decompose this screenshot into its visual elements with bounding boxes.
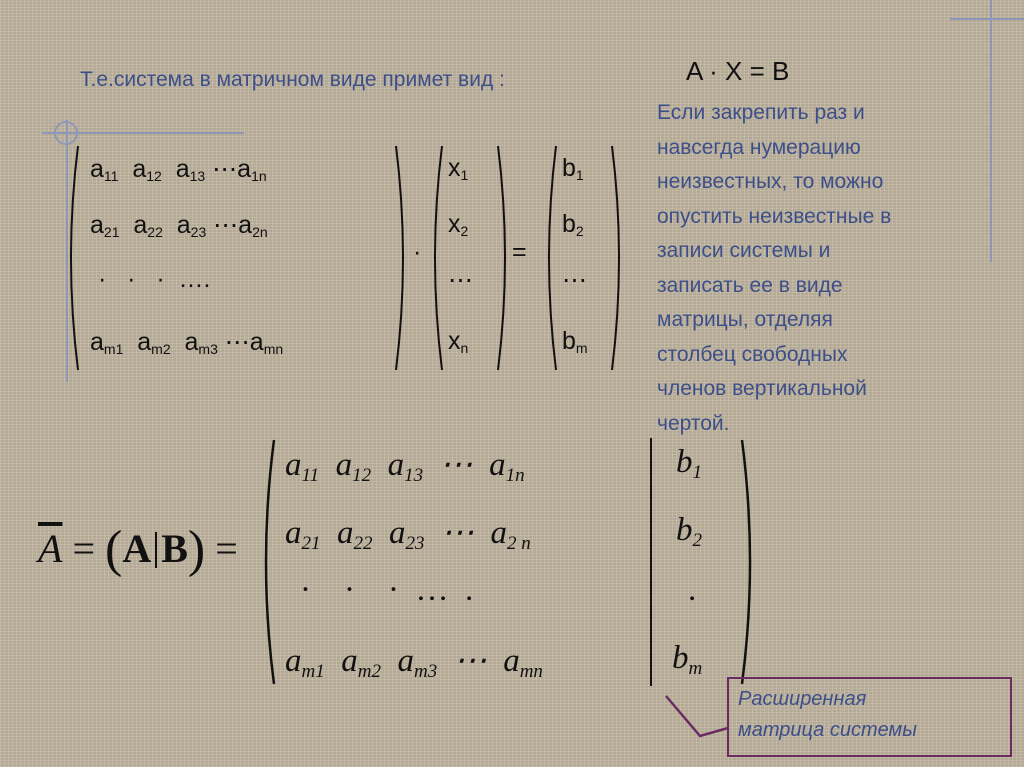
augmented-row-m: $a_{m1}$ $a_{m2}$ $a_{m3}$ ⋯ $a_{mn}$ (285, 643, 543, 682)
vector-b-m: $b_m$ (562, 327, 588, 356)
augmented-matrix-label: $\overline{A} = (A$ B) = (38, 521, 238, 578)
note-line: записать ее в виде (657, 273, 843, 297)
augmented-b-dot: . (688, 572, 697, 608)
augmented-b-2: $b_2$ (676, 512, 702, 551)
note-line: записи системы и (657, 239, 831, 262)
equals-sign: = (512, 238, 527, 266)
note-line: неизвестных, то можно (657, 170, 884, 193)
note-line: чертой. (657, 411, 730, 435)
matrix-a-row-dots: · · · …. (98, 265, 211, 293)
augmented-row-1: $a_{11}$ $a_{12}$ $a_{13}$ ⋯ $a_{1n}$ (285, 447, 525, 486)
callout-line: Расширенная (738, 688, 867, 710)
augmented-row-dots: · · · … . (300, 572, 474, 608)
augmented-row-2: $a_{21}$ $a_{22}$ $a_{23}$ ⋯ $a_{2 n}$ (285, 515, 531, 554)
note-line: навсегда нумерацию (657, 135, 861, 159)
matrix-equation-formula: A · X = B (686, 56, 790, 86)
augmented-divider-line (650, 438, 652, 686)
note-line: столбец свободных (657, 342, 848, 366)
vector-b-dots: ⋯ (562, 266, 587, 294)
matrix-a-row-1: $a_{11}$ $a_{12}$ $a_{13}$ $\cdots a_{1n}$ (90, 155, 267, 184)
note-line: Если закрепить раз и (657, 101, 865, 124)
note-line: членов вертикальной (657, 377, 867, 400)
matrix-a-row-2: $a_{21}$ $a_{22}$ $a_{23}$ $\cdots a_{2n}$ (90, 211, 268, 240)
callout-line: матрица системы (738, 719, 917, 741)
callout-text (738, 684, 917, 746)
augmented-b-1: $b_1$ (676, 444, 702, 483)
matrix-x-brackets (428, 142, 518, 374)
explanation-note (657, 96, 997, 441)
note-line: матрицы, отделяя (657, 308, 833, 331)
note-line: опустить неизвестные в (657, 204, 892, 228)
vector-x-2: $x_2$ (448, 210, 469, 239)
augmented-b-m: $b_m$ (672, 640, 703, 679)
vector-x-n: $x_n$ (448, 327, 469, 356)
vector-x-1: $x_1$ (448, 154, 469, 183)
deco-horizontal-line-top (950, 18, 1024, 20)
vector-x-dots: ⋯ (448, 266, 473, 294)
vector-b-1: $b_1$ (562, 154, 584, 183)
intro-text: Т.е.система в матричном виде примет вид : (80, 68, 505, 91)
callout-pointer (660, 690, 732, 740)
vector-b-2: $b_2$ (562, 210, 584, 239)
multiply-dot: · (413, 238, 422, 266)
matrix-a-row-m: $a_{m1}$ $a_{m2}$ $a_{m3}$ $\cdots a_{mn}$ (90, 328, 284, 357)
